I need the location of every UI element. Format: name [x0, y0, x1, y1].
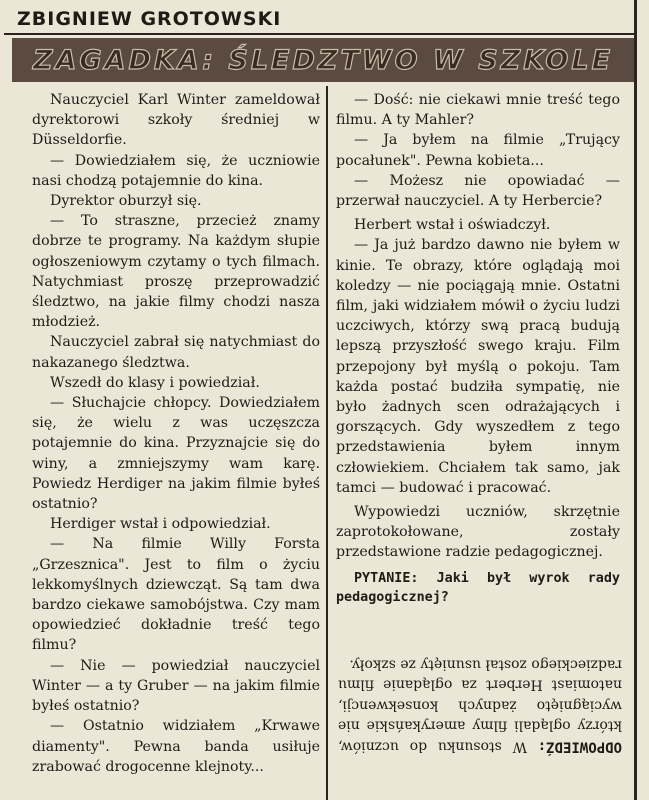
upside-down-answer [338, 654, 622, 757]
right-column [336, 90, 620, 607]
paragraph: — Ja byłem na filmie „Trujący pocałunek". Pewna kobieta... [336, 132, 620, 169]
left-column [32, 90, 320, 777]
column-divider [326, 86, 328, 800]
paragraph: Nauczyciel Karl Winter zameldował dyrektorowi szkoły średniej w Düsseldorfie. [32, 92, 320, 149]
paragraph: Dyrektor oburzył się. [50, 193, 202, 210]
paragraph: Herdiger wstał i odpowiedział. [50, 516, 271, 533]
paragraph: — Nie — powiedział nauczyciel Winter — a ty Gruber — na jakim filmie byłeś ostatnio? [32, 657, 320, 715]
paragraph: — Na filmie Willy Forsta „Grzesznica". Jest to film o życiu lekkomyślnych dziewcząt. Są tam dwa bardzo ciekawe samobójstwa. Czy mam opowiedzieć dokładnie treść tego filmu? [32, 536, 320, 654]
article-title: ZAGADKA: ŚLEDZTWO W SZKOLE [32, 44, 614, 76]
paragraph: Wszedł do klasy i powiedział. [50, 374, 260, 391]
paragraph: — Dowiedziałem się, że uczniowie nasi chodzą potajemnie do kina. [32, 152, 320, 189]
paragraph: Wypowiedzi uczniów, skrzętnie zaprotokołowane, zostały przedstawione radzie pedagogicznej. [336, 504, 620, 561]
paragraph: — Dość: nie ciekawi mnie treść tego filmu. A ty Mahler? [336, 92, 620, 129]
question: PYTANIE: Jaki był wyrok rady pedagogicznej? [336, 570, 620, 605]
answer-text: W stosunku do uczniów, którzy oglądali filmy amerykańskie nie wyciągnięto żadnych konsekwencji, natomiast Herbert za oglądanie filmu radzieckiego został usunięty ze szkoły. [338, 656, 622, 755]
paragraph: — To straszne, przecież znamy dobrze te programy. Na każdym słupie ogłoszeniowym czytamy o tych filmach. Natychmiast proszę przeprowadzić śledztwo, na jakie filmy chodzi nasza młodzież. [32, 213, 320, 331]
paragraph: Herbert wstał i oświadczył. [354, 217, 551, 234]
paragraph: — Możesz nie opowiadać — przerwał nauczyciel. A ty Herbercie? [336, 172, 620, 210]
answer-label: ODPOWIEDŹ: [537, 738, 622, 755]
author-underline [4, 33, 635, 35]
title-banner [12, 38, 634, 82]
right-border-rule [634, 0, 637, 800]
paragraph: — Słuchajcie chłopcy. Dowiedziałem się, że wielu z was uczęszcza potajemnie do kina. Przyznajcie się do winy, a zmniejszymy wam karę. Powiedz Herdiger na jakim filmie byłeś ostatnio? [32, 395, 320, 513]
author-name: ZBIGNIEW GROTOWSKI [17, 8, 282, 30]
paragraph: — Ostatnio widziałem „Krwawe diamenty". Pewna banda usiłuje zrabować drogocenne klejnoty... [32, 718, 320, 775]
paragraph: Nauczyciel zabrał się natychmiast do nakazanego śledztwa. [32, 334, 320, 371]
paragraph: — Ja już bardzo dawno nie byłem w kinie. Te obrazy, które oglądają moi koledzy — nie pociągają mnie. Ostatni film, jaki widziałem mówił o życiu ludzi uczciwych, którzy swą pracą budują lepszą przyszłość swego kraju. Film przepojony był myślą o pokoju. Tam każda postać budziła sympatię, nie było żadnych scen odrażających i gorszących. Gdy wyszedłem z tego przedstawienia byłem innym człowiekiem. Chciałem tak samo, jak tamci — budować i pracować. [336, 237, 620, 496]
